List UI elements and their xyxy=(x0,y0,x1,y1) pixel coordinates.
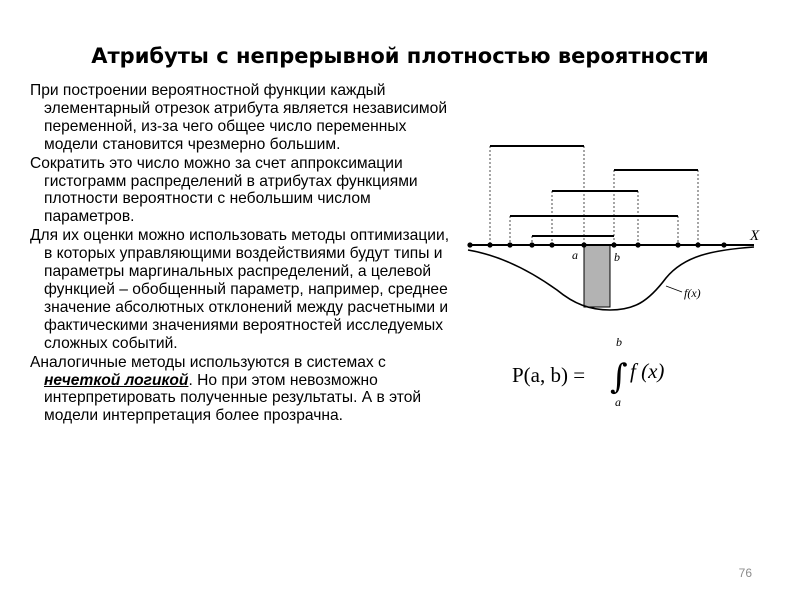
integral-upper-limit: b xyxy=(616,338,622,349)
paragraph-text: При построении вероятностной функции каждый элементарный отрезок атрибута является независимой переменной, из-за чего общее число переменных модели становится чрезмерно большим. xyxy=(30,82,448,153)
probability-formula xyxy=(512,338,692,408)
paragraph-2 xyxy=(30,155,450,227)
interval-bars xyxy=(490,146,698,236)
paragraph-text: Для их оценки можно использовать методы оптимизации, в которых управляющими воздействиями будут типы и параметры маргинальных распределений, а целевой функцией – обобщенный параметр, например, среднее значение абсолютных отклонений между расчетными и фактическими значениями вероятностей исследуемых сложных событий. xyxy=(30,227,450,352)
integrand: f (x) xyxy=(630,359,665,383)
integral-lower-limit: a xyxy=(615,395,621,408)
curve-label-pointer xyxy=(666,286,682,292)
paragraph-text: Аналогичные методы используются в системах с xyxy=(30,353,386,371)
paragraph-4 xyxy=(30,354,450,426)
shaded-area xyxy=(584,245,610,307)
paragraph-text: Сократить это число можно за счет аппроксимации гистограмм распределений в атрибутах функциями плотности вероятности с небольшим числом параметров. xyxy=(30,154,418,226)
fuzzy-logic-emphasis: нечеткой логикой xyxy=(44,371,189,389)
integral-sign: ∫ xyxy=(610,357,628,397)
paragraph-text: . Но при этом невозможно интерпретировать полученные результаты. А в этой модели интерпретация более прозрачна. xyxy=(44,371,422,425)
density-diagram xyxy=(462,140,772,320)
label-a: a xyxy=(572,248,578,262)
formula-lhs: P(a, b) = xyxy=(512,363,586,387)
paragraph-1 xyxy=(30,82,450,154)
axis-label-x: X xyxy=(750,228,760,244)
curve-label: f(x) xyxy=(684,286,701,300)
body-text xyxy=(30,82,450,426)
page-number: 76 xyxy=(738,566,752,580)
density-curve xyxy=(468,247,754,310)
label-b: b xyxy=(614,250,620,264)
projection-lines xyxy=(490,146,698,245)
paragraph-3 xyxy=(30,227,450,352)
slide-title: Атрибуты с непрерывной плотностью вероятности xyxy=(91,44,709,68)
